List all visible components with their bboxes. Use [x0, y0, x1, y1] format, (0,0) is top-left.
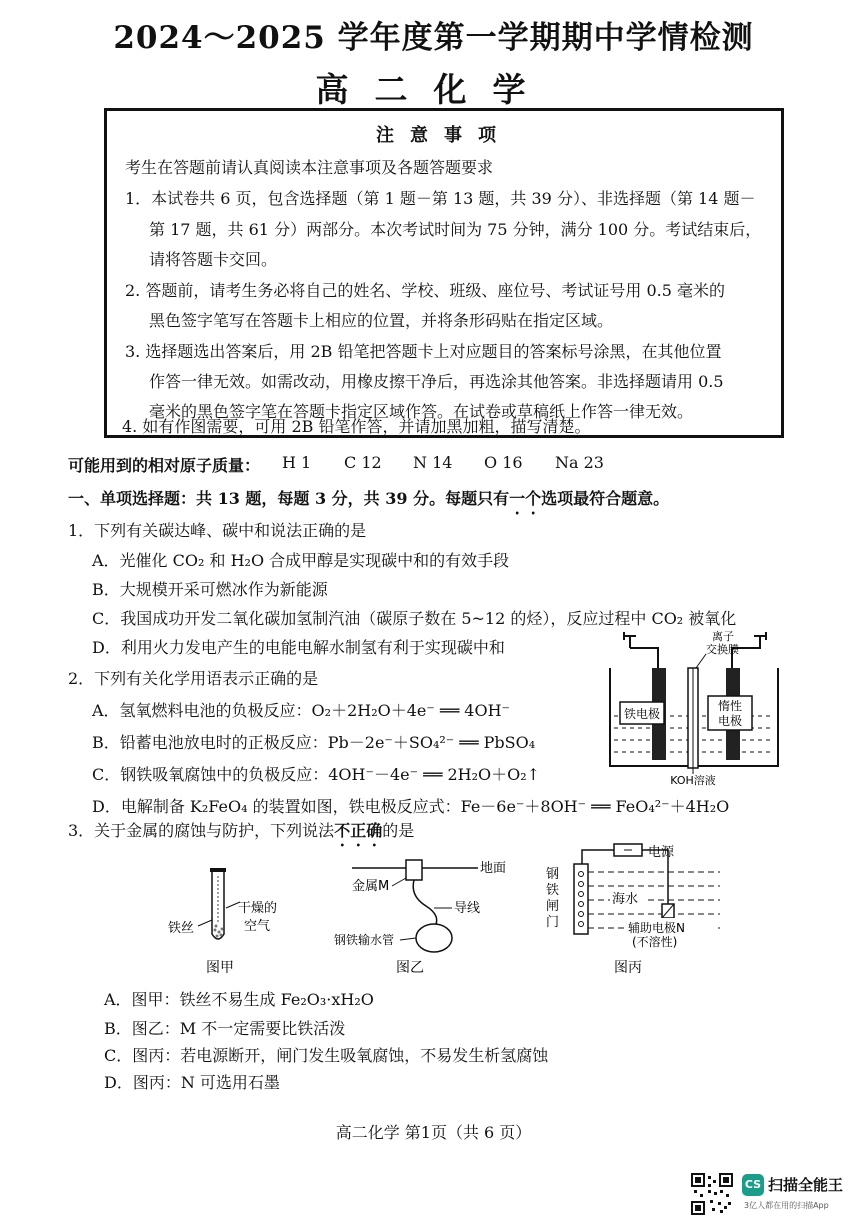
notice-item-2-line-2: 黑色签字笔写在答题卡上相应的位置，并将条形码贴在指定区域。: [149, 311, 614, 330]
question-3-option-b: B．图乙：M 不一定需要比铁活泼: [104, 1019, 346, 1038]
atomic-mass-n: N 14: [413, 453, 453, 472]
inert-electrode-label-1: 惰性: [717, 699, 743, 713]
iron-electrode-label: 铁电极: [623, 707, 661, 721]
question-3-option-d: D．图丙：N 可选用石墨: [104, 1073, 280, 1092]
notice-box: [104, 108, 784, 438]
figure-jia: [160, 862, 290, 980]
question-2-option-a: A．氢氧燃料电池的负极反应：O₂＋2H₂O＋4e⁻ ══ 4OH⁻: [92, 701, 510, 720]
figure-bing-caption: 图丙: [614, 960, 642, 976]
atomic-mass-o: O 16: [484, 453, 523, 472]
question-3-stem-part-2: 的是: [382, 821, 415, 840]
seawater-label: 海水: [612, 892, 639, 907]
notice-title: 注意事项: [376, 125, 512, 146]
gate-label-2: 铁: [546, 883, 560, 898]
notice-intro: 考生在答题前请认真阅读本注意事项及各题答题要求: [125, 158, 494, 177]
question-1-option-c: C．我国成功开发二氧化碳加氢制汽油（碳原子数在 5~12 的烃），反应过程中 CO₂ 被氧化: [92, 609, 737, 628]
scanner-tagline: 3亿人都在用的扫描App: [744, 1201, 829, 1210]
figure-yi: [330, 856, 530, 980]
subject-title: 高二化学: [315, 70, 552, 109]
aux-electrode-label-1: 辅助电极N: [628, 921, 685, 935]
gate-label-4: 门: [546, 915, 560, 930]
gate-label-1: 钢: [546, 867, 560, 882]
steel-pipe-label: 钢铁输水管: [334, 933, 395, 947]
metal-m-label: 金属M: [352, 879, 390, 894]
atomic-mass-h: H 1: [282, 453, 312, 472]
atomic-mass-label: 可能用到的相对原子质量：: [68, 456, 261, 475]
inert-electrode-label-2: 电极: [717, 714, 743, 728]
exam-title: 2024～2025 学年度第一学期期中学情检测: [113, 20, 754, 56]
section-heading-part-1: 一、单项选择题：共 13 题，每题 3 分，共 39 分。每题只有: [68, 489, 510, 508]
wire-label: 导线: [454, 901, 481, 916]
cs-badge-icon: CS: [742, 1174, 764, 1196]
atomic-mass-c: C 12: [344, 453, 382, 472]
notice-item-2-line-1: 2. 答题前，请考生务必将自己的姓名、学校、班级、座位号、考试证号用 0.5 毫米的: [125, 281, 725, 300]
scanner-watermark: [690, 1170, 860, 1218]
question-1-stem: 1．下列有关碳达峰、碳中和说法正确的是: [68, 521, 367, 540]
question-1-option-b: B．大规模开采可燃冰作为新能源: [92, 580, 328, 599]
question-2-stem: 2．下列有关化学用语表示正确的是: [68, 669, 319, 688]
section-heading-emphasis: 一个: [509, 489, 542, 508]
figure-bing: [540, 838, 730, 980]
notice-item-4: 4. 如有作图需要，可用 2B 铅笔作答，并请加黑加粗，描写清楚。: [122, 417, 591, 436]
question-1-option-d: D．利用火力发电产生的电能电解水制氢有利于实现碳中和: [92, 638, 505, 657]
question-2-option-c: C．钢铁吸氧腐蚀中的负极反应：4OH⁻－4e⁻ ══ 2H₂O＋O₂↑: [92, 765, 541, 784]
notice-item-3-line-3: 毫米的黑色签字笔在答题卡指定区域作答。在试卷或草稿纸上作答一律无效。: [149, 402, 694, 421]
figure-yi-caption: 图乙: [396, 960, 424, 976]
notice-item-1-line-3: 请将答题卡交回。: [149, 250, 278, 269]
membrane-label-2: 交换膜: [706, 643, 739, 656]
question-3-stem: [68, 818, 414, 850]
dry-air-label-1: 干燥的: [238, 901, 278, 916]
qr-code-icon: [690, 1172, 734, 1216]
power-label: 电源: [648, 845, 675, 860]
gate-label-3: 闸: [546, 899, 560, 914]
question-3-option-c: C．图丙：若电源断开，闸门发生吸氧腐蚀，不易发生析氢腐蚀: [104, 1046, 549, 1065]
page-footer: 高二化学 第1页（共 6 页）: [335, 1123, 532, 1142]
question-1-option-a: A．光催化 CO₂ 和 H₂O 合成甲醇是实现碳中和的有效手段: [92, 551, 510, 570]
membrane-label-1: 离子: [712, 630, 734, 643]
notice-item-1-line-2: 第 17 题，共 61 分）两部分。本次考试时间为 75 分钟，满分 100 分。考试结束后，: [149, 220, 762, 239]
notice-item-3-line-2: 作答一律无效。如需改动，用橡皮擦干净后，再选涂其他答案。非选择题请用 0.5: [149, 372, 724, 391]
figure-jia-caption: 图甲: [206, 960, 234, 976]
question-3-stem-emphasis: 不正确: [334, 821, 383, 840]
section-heading: [68, 486, 669, 518]
iron-wire-label: 铁丝: [168, 921, 195, 936]
scanner-app-name: 扫描全能王: [768, 1176, 844, 1194]
notice-item-3-line-1: 3. 选择题选出答案后，用 2B 铅笔把答题卡上对应题目的答案标号涂黑，在其他位置: [125, 342, 722, 361]
dry-air-label-2: 空气: [244, 919, 271, 934]
notice-item-1-line-1: 1．本试卷共 6 页，包含选择题（第 1 题－第 13 题，共 39 分）、非选择题（第 14 题－: [125, 189, 756, 208]
electrolysis-cell-figure: [600, 628, 790, 786]
ground-label: 地面: [480, 861, 507, 876]
question-3-stem-part-1: 3．关于金属的腐蚀与防护，下列说法: [68, 821, 335, 840]
question-2-option-b: B．铅蓄电池放电时的正极反应：Pb－2e⁻＋SO₄²⁻ ══ PbSO₄: [92, 733, 536, 752]
question-2-option-d: D．电解制备 K₂FeO₄ 的装置如图，铁电极反应式：Fe－6e⁻＋8OH⁻ ══ FeO₄²⁻＋4H₂O: [92, 797, 730, 816]
aux-electrode-label-2: (不溶性): [632, 935, 678, 949]
atomic-mass-na: Na 23: [555, 453, 604, 472]
section-heading-part-2: 选项最符合题意。: [541, 489, 670, 508]
question-3-option-a: A．图甲：铁丝不易生成 Fe₂O₃·xH₂O: [104, 990, 374, 1009]
koh-solution-label: KOH溶液: [670, 774, 716, 786]
